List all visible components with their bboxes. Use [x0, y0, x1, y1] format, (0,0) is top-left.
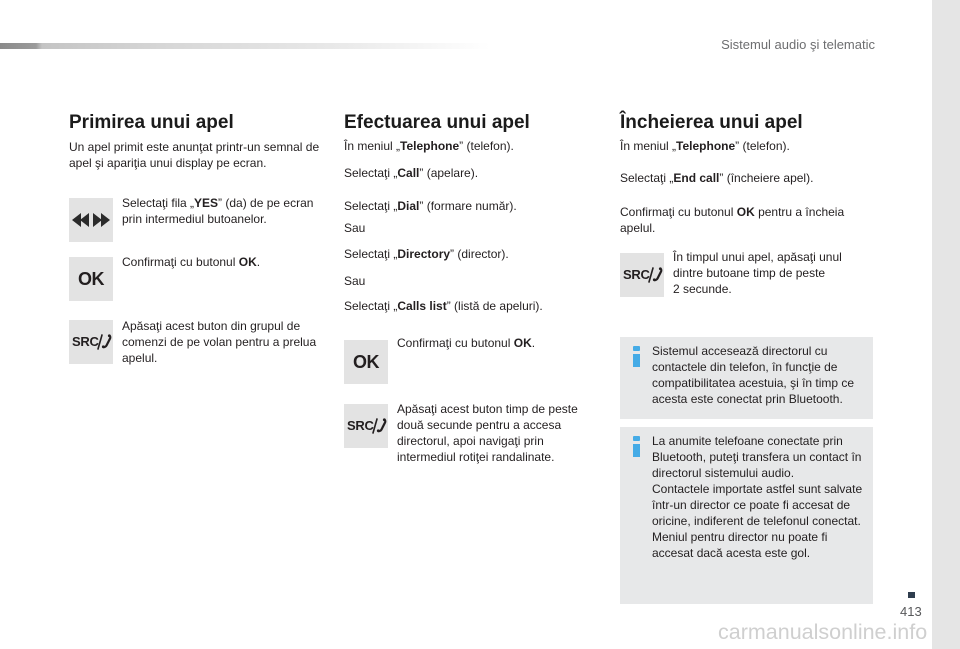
make-or-2 — [344, 273, 365, 289]
make-steering-button — [397, 401, 578, 465]
text-segment: În meniul „ — [344, 139, 401, 153]
text-line: Bluetooth, puteţi transfera un contact în — [652, 450, 862, 464]
text-line — [620, 138, 790, 154]
make-select-call — [344, 165, 478, 181]
text-segment: ” (telefon). — [459, 139, 514, 153]
text-segment: ” (director). — [450, 247, 509, 261]
page-marker — [908, 592, 915, 598]
text-line: într-un director ce poate fi accesat de — [652, 498, 851, 512]
text-line — [344, 138, 514, 154]
text-line — [344, 246, 509, 262]
option-name: End call — [673, 171, 720, 185]
make-select-directory — [344, 246, 509, 262]
make-select-dial — [344, 198, 517, 214]
seek-arrows-glyph — [69, 198, 113, 242]
info-box-directory — [620, 337, 873, 419]
receive-intro — [69, 139, 319, 171]
text-line: dintre butoane timp de peste — [673, 266, 826, 280]
text-line: comenzi de pe volan pentru a prelua — [122, 335, 317, 349]
text-segment: ” (telefon). — [735, 139, 790, 153]
text-segment: Selectaţi fila „ — [122, 196, 195, 210]
text-segment: . — [256, 255, 261, 269]
text-line: contactele din telefon, în funcţie de — [652, 360, 838, 374]
header-rule — [0, 43, 490, 49]
menu-name: Telephone — [400, 139, 460, 153]
text-line — [397, 335, 535, 351]
heading-make-call: Efectuarea unui apel — [344, 112, 530, 133]
text-segment: ” (încheiere apel). — [719, 171, 814, 185]
text-line: compatibilitatea acestuia, şi în timp ce — [652, 376, 855, 390]
end-select-end-call — [620, 170, 813, 186]
text-segment: ” (listă de apeluri). — [446, 299, 543, 313]
text-segment: Selectaţi „ — [344, 166, 398, 180]
src-phone-button-icon — [344, 404, 388, 448]
info-icon — [632, 436, 641, 458]
text-line: intermediul rotiţei randalinate. — [397, 450, 555, 464]
receive-confirm — [122, 254, 260, 270]
text-line: apelul. — [122, 351, 158, 365]
text-line — [620, 170, 813, 186]
text-line: acesta este conectat prin Bluetooth. — [652, 392, 843, 406]
text-line: Apăsaţi acest buton timp de peste — [397, 402, 578, 416]
src-icon-label: SRC — [623, 267, 650, 282]
text-line: Sau — [344, 221, 366, 235]
phone-handset-glyph — [344, 404, 388, 448]
text-segment: . — [531, 336, 536, 350]
receive-steering-button — [122, 318, 316, 366]
text-line: apel şi apariţia unui display pe ecran. — [69, 156, 267, 170]
text-segment: Selectaţi „ — [344, 247, 398, 261]
heading-end-call: Încheierea unui apel — [620, 112, 803, 133]
text-segment: Selectaţi „ — [620, 171, 674, 185]
src-phone-button-icon — [620, 253, 664, 297]
right-margin-strip — [932, 0, 960, 649]
info-text — [652, 343, 854, 407]
page-number: 413 — [900, 604, 922, 619]
text-line — [344, 198, 517, 214]
option-name: YES — [194, 196, 219, 210]
text-segment: Confirmaţi cu butonul — [397, 336, 514, 350]
ok-button-icon — [344, 340, 388, 384]
src-icon-label: SRC — [347, 418, 374, 433]
text-line: În timpul unui apel, apăsaţi unul — [673, 250, 842, 264]
text-line: directorul sistemului audio. — [652, 466, 795, 480]
seek-arrows-icon — [69, 198, 113, 242]
text-segment: ” (formare număr). — [419, 199, 517, 213]
option-name: Calls list — [397, 299, 447, 313]
text-line: Sistemul accesează directorul cu — [652, 344, 828, 358]
ok-icon-label: OK — [78, 269, 104, 289]
text-line: Un apel primit este anunţat printr-un semnal de — [69, 140, 320, 154]
text-segment: pentru a încheia — [754, 205, 845, 219]
src-icon-label: SRC — [72, 334, 99, 349]
text-line — [344, 165, 478, 181]
text-line — [122, 195, 313, 211]
text-line: apelul. — [620, 221, 656, 235]
button-name: OK — [513, 336, 532, 350]
text-line: oricine, indiferent de telefonul conectat. — [652, 514, 861, 528]
text-line — [620, 204, 844, 220]
text-segment: ” (da) de pe ecran — [218, 196, 314, 210]
ok-button-icon — [69, 257, 113, 301]
text-line: La anumite telefoane conectate prin — [652, 434, 843, 448]
make-select-calls-list — [344, 298, 543, 314]
phone-handset-glyph — [69, 320, 113, 364]
end-confirm — [620, 204, 844, 236]
text-line: Apăsaţi acest buton din grupul de — [122, 319, 301, 333]
text-line: două secunde pentru a accesa — [397, 418, 562, 432]
text-segment: În meniul „ — [620, 139, 677, 153]
text-line: accesat dacă acesta este gol. — [652, 546, 811, 560]
text-line: directorul, apoi navigaţi prin — [397, 434, 544, 448]
text-line — [122, 254, 260, 270]
info-icon — [632, 346, 641, 368]
ok-icon-label: OK — [353, 352, 379, 372]
text-line — [344, 298, 543, 314]
text-segment: Confirmaţi cu butonul — [620, 205, 737, 219]
receive-select-yes — [122, 195, 313, 227]
section-title: Sistemul audio şi telematic — [721, 37, 875, 52]
info-box-transfer — [620, 427, 873, 604]
make-menu — [344, 138, 514, 154]
text-segment: Confirmaţi cu butonul — [122, 255, 239, 269]
watermark: carmanualsonline.info — [718, 620, 928, 644]
info-text — [652, 433, 862, 561]
text-line: 2 secunde. — [673, 282, 732, 296]
button-name: OK — [238, 255, 257, 269]
option-name: Dial — [397, 199, 420, 213]
menu-name: Telephone — [676, 139, 736, 153]
text-segment: Selectaţi „ — [344, 299, 398, 313]
text-line: Meniul pentru director nu poate fi — [652, 530, 828, 544]
text-segment: ” (apelare). — [419, 166, 479, 180]
heading-receive-call: Primirea unui apel — [69, 112, 234, 133]
option-name: Directory — [397, 247, 451, 261]
make-confirm — [397, 335, 535, 351]
make-or-1 — [344, 220, 365, 236]
text-line: Sau — [344, 274, 366, 288]
src-phone-button-icon — [69, 320, 113, 364]
end-steering-button — [673, 249, 842, 297]
end-menu — [620, 138, 790, 154]
option-name: Call — [397, 166, 420, 180]
phone-handset-glyph — [620, 253, 664, 297]
text-line: prin intermediul butoanelor. — [122, 212, 267, 226]
text-line: Contactele importate astfel sunt salvate — [652, 482, 863, 496]
text-segment: Selectaţi „ — [344, 199, 398, 213]
button-name: OK — [736, 205, 755, 219]
